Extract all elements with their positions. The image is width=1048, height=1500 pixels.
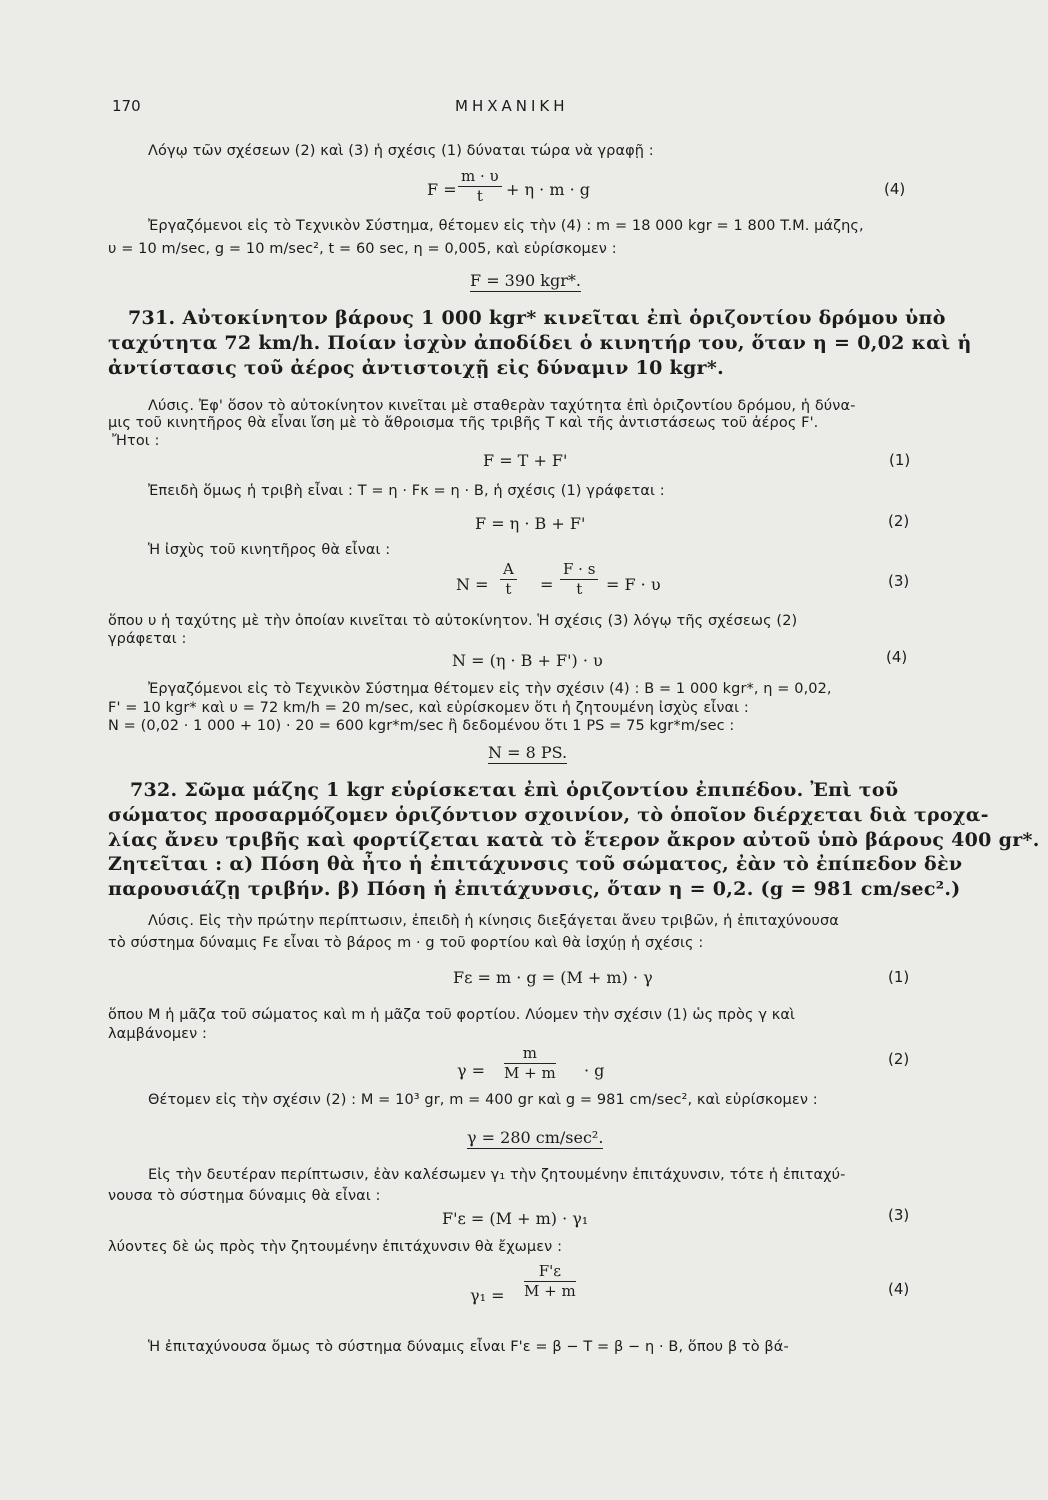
fraction-numerator: m · υ [458, 168, 502, 187]
equation-number: (2) [888, 512, 910, 530]
paragraph-line: Ἐργαζόμενοι εἰς τὸ Τεχνικὸν Σύστημα, θέτομεν εἰς τὴν (4) : m = 18 000 kgr = 1 800 T.M. μάζης, [148, 218, 864, 234]
equation-rest: = F · υ [606, 575, 661, 594]
equation: F'ε = (M + m) · γ₁ [442, 1209, 589, 1228]
solution-line: Λύσις. Ἐφ' ὅσον τὸ αὐτοκίνητον κινεῖται μὲ σταθερὰν ταχύτητα ἐπὶ ὁριζοντίου δρόμου, ἡ δύνα- [148, 398, 856, 414]
problem-statement-line: 731. Αὐτοκίνητον βάρους 1 000 kgr* κινεῖται ἐπὶ ὁριζοντίου δρόμου ὑπὸ [128, 307, 946, 329]
solution-line: γράφεται : [108, 631, 187, 647]
equation-number: (3) [888, 1206, 910, 1224]
paragraph-line: υ = 10 m/sec, g = 10 m/sec², t = 60 sec, η = 0,005, καὶ εὑρίσκομεν : [108, 241, 617, 257]
fraction [500, 561, 517, 598]
paragraph-line: Λόγῳ τῶν σχέσεων (2) καὶ (3) ἡ σχέσις (1) δύναται τώρα νὰ γραφῇ : [148, 143, 654, 159]
fraction [524, 1263, 576, 1300]
equation: F = T + F' [483, 451, 568, 470]
result-underlined: γ = 280 cm/sec². [467, 1128, 604, 1147]
solution-line: λύοντες δὲ ὡς πρὸς τὴν ζητουμένην ἐπιτάχυνσιν θὰ ἔχωμεν : [108, 1239, 563, 1255]
fraction-denominator: t [576, 580, 583, 598]
fraction-numerator: F'ε [524, 1263, 576, 1282]
solution-line: Εἰς τὴν δευτέραν περίπτωσιν, ἐὰν καλέσωμεν γ₁ τὴν ζητουμένην ἐπιτάχυνσιν, τότε ἡ ἐπιταχύ- [148, 1167, 846, 1183]
fraction [504, 1045, 556, 1082]
page-title: ΜΗΧΑΝΙΚΗ [455, 97, 569, 115]
equation-sign: = [540, 575, 554, 594]
solution-line: Ἡ ἰσχὺς τοῦ κινητῆρος θὰ εἶναι : [148, 542, 391, 558]
problem-statement-line: ταχύτητα 72 km/h. Ποίαν ἰσχὺν ἀποδίδει ὁ κινητήρ του, ὅταν η = 0,02 καὶ ἡ [108, 332, 972, 354]
equation-lhs: γ₁ = [470, 1286, 505, 1305]
problem-statement-line: παρουσιάζῃ τριβήν. β) Πόση ἡ ἐπιτάχυνσις, ὅταν η = 0,2. (g = 981 cm/sec².) [108, 878, 961, 900]
equation-number: (1) [889, 451, 911, 469]
equation-number: (4) [888, 1280, 910, 1298]
equation-number: (4) [886, 648, 908, 666]
equation: Fε = m · g = (M + m) · γ [453, 968, 653, 987]
solution-line: ὅπου M ἡ μᾶζα τοῦ σώματος καὶ m ἡ μᾶζα τοῦ φορτίου. Λύομεν τὴν σχέσιν (1) ὡς πρὸς γ καὶ [108, 1007, 796, 1023]
fraction-numerator: F · s [560, 561, 598, 580]
equation-number: (4) [884, 180, 906, 198]
solution-line: Ἡ ἐπιταχύνουσα ὅμως τὸ σύστημα δύναμις εἶναι F'ε = β − T = β − η · B, ὅπου β τὸ βά- [148, 1339, 789, 1355]
solution-line: F' = 10 kgr* καὶ υ = 72 km/h = 20 m/sec, καὶ εὑρίσκομεν ὅτι ἡ ζητουμένη ἰσχὺς εἶναι : [108, 700, 749, 716]
fraction-denominator: M + m [524, 1282, 576, 1300]
problem-statement-line: σώματος προσαρμόζομεν ὁριζόντιον σχοινίον, τὸ ὁποῖον διέρχεται διὰ τροχα- [108, 804, 989, 826]
page-number: 170 [112, 97, 141, 115]
fraction [458, 168, 502, 205]
equation: N = (η · B + F') · υ [452, 651, 603, 670]
result-underlined: F = 390 kgr*. [470, 271, 581, 290]
equation-number: (2) [888, 1050, 910, 1068]
solution-line: Θέτομεν εἰς τὴν σχέσιν (2) : M = 10³ gr, m = 400 gr καὶ g = 981 cm/sec², καὶ εὑρίσκομεν : [148, 1092, 818, 1108]
solution-line: ὅπου υ ἡ ταχύτης μὲ τὴν ὁποίαν κινεῖται τὸ αὐτοκίνητον. Ἡ σχέσις (3) λόγῳ τῆς σχέσεως (2) [108, 613, 798, 629]
equation-number: (1) [888, 968, 910, 986]
equation-lhs: N = [456, 575, 489, 594]
equation-number: (3) [888, 572, 910, 590]
solution-line: N = (0,02 · 1 000 + 10) · 20 = 600 kgr*m/sec ἢ δεδομένου ὅτι 1 PS = 75 kgr*m/sec : [108, 718, 735, 734]
equation-rest: + η · m · g [506, 180, 591, 199]
solution-line: Ἐπειδὴ ὅμως ἡ τριβὴ εἶναι : T = η · Fκ = η · B, ἡ σχέσις (1) γράφεται : [148, 483, 665, 499]
fraction-denominator: M + m [504, 1064, 556, 1082]
solution-line: Λύσις. Εἰς τὴν πρώτην περίπτωσιν, ἐπειδὴ ἡ κίνησις διεξάγεται ἄνευ τριβῶν, ἡ ἐπιταχύνουσα [148, 913, 839, 929]
problem-statement-line: λίας ἄνευ τριβῆς καὶ φορτίζεται κατὰ τὸ ἕτερον ἄκρον αὐτοῦ ὑπὸ βάρους 400 gr*. [108, 829, 1040, 851]
equation-lhs: F = [427, 180, 457, 199]
problem-statement-line: Ζητεῖται : α) Πόση θὰ ἦτο ἡ ἐπιτάχυνσις τοῦ σώματος, ἐὰν τὸ ἐπίπεδον δὲν [108, 853, 963, 875]
problem-statement-line: ἀντίστασις τοῦ ἀέρος ἀντιστοιχῇ εἰς δύναμιν 10 kgr*. [108, 357, 725, 379]
fraction-denominator: t [505, 580, 512, 598]
solution-line: Ἐργαζόμενοι εἰς τὸ Τεχνικὸν Σύστημα θέτομεν εἰς τὴν σχέσιν (4) : B = 1 000 kgr*, η = 0,02, [148, 681, 832, 697]
equation-lhs: γ = [457, 1061, 486, 1080]
solution-line: τὸ σύστημα δύναμις Fε εἶναι τὸ βάρος m · g τοῦ φορτίου καὶ θὰ ἰσχύῃ ἡ σχέσις : [108, 935, 704, 951]
solution-line: λαμβάνομεν : [108, 1026, 208, 1042]
fraction-denominator: t [476, 187, 483, 205]
fraction [560, 561, 598, 598]
solution-line: μις τοῦ κινητῆρος θὰ εἶναι ἴση μὲ τὸ ἄθροισμα τῆς τριβῆς T καὶ τῆς ἀντιστάσεως τοῦ ἀέρος F'. [108, 415, 819, 431]
equation: F = η · B + F' [475, 514, 586, 533]
equation-rest: · g [584, 1061, 605, 1080]
problem-statement-line: 732. Σῶμα μάζης 1 kgr εὑρίσκεται ἐπὶ ὁριζοντίου ἐπιπέδου. Ἐπὶ τοῦ [130, 779, 899, 801]
solution-line: Ἤτοι : [112, 433, 160, 449]
solution-line: νουσα τὸ σύστημα δύναμις θὰ εἶναι : [108, 1188, 381, 1204]
fraction-numerator: A [500, 561, 517, 580]
fraction-numerator: m [504, 1045, 556, 1064]
result-underlined: N = 8 PS. [488, 743, 568, 762]
